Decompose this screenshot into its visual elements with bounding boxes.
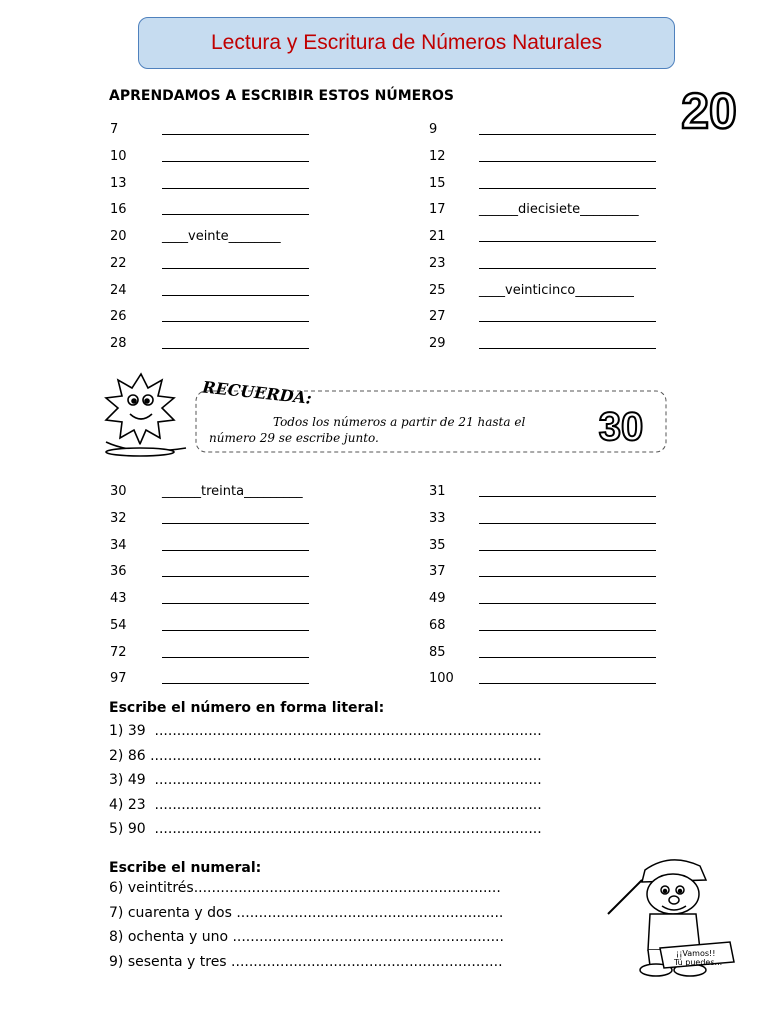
- answer-blank-line[interactable]: [479, 523, 656, 524]
- number-label: 97: [110, 671, 127, 687]
- sun-character-icon: [106, 374, 186, 456]
- page-title: Lectura y Escritura de Números Naturales: [211, 31, 602, 54]
- answer-blank-line[interactable]: [479, 241, 656, 242]
- number-row: [110, 336, 319, 352]
- answer-blank-line[interactable]: [479, 161, 656, 162]
- number-label: 85: [429, 644, 446, 660]
- number-label: 21: [429, 229, 446, 244]
- number-row: [429, 511, 666, 527]
- mascot-line1: ¡¡Vamos!!: [676, 949, 716, 958]
- number-label: 16: [110, 202, 127, 218]
- number-row: [110, 645, 319, 661]
- number-label: 49: [429, 591, 446, 606]
- answer-blank-line[interactable]: [162, 161, 309, 162]
- number-row: [429, 645, 666, 661]
- number-label: 23: [429, 255, 446, 271]
- answer-blank-line[interactable]: [479, 134, 656, 135]
- number-label: 33: [429, 510, 446, 526]
- number-label: 24: [110, 282, 127, 298]
- number-row: [429, 591, 666, 607]
- answer-blank-line[interactable]: [479, 496, 656, 497]
- answer-blank-line[interactable]: [479, 348, 656, 349]
- answer-blank-line[interactable]: [162, 295, 309, 296]
- number-label: 36: [110, 564, 127, 580]
- answer-blank-line[interactable]: [479, 268, 656, 269]
- number-row: [429, 564, 666, 580]
- literal-exercise-item[interactable]: 5) 90 .......................................................................................: [109, 821, 542, 837]
- number-label: 32: [110, 510, 127, 526]
- number-label: 20: [110, 229, 127, 244]
- number-label: 15: [429, 175, 446, 191]
- number-label: 30: [110, 484, 127, 499]
- numeral-exercise-item[interactable]: 8) ochenta y uno .............................................................: [109, 929, 504, 945]
- numeral-heading: Escribe el numeral:: [109, 860, 262, 876]
- number-row: [110, 256, 319, 272]
- number-label: 12: [429, 148, 446, 164]
- title-banner: [138, 17, 675, 69]
- number-row: [429, 256, 666, 272]
- number-row: [429, 309, 666, 325]
- answer-blank-line[interactable]: [479, 683, 656, 684]
- number-label: 9: [429, 122, 438, 137]
- number-label: 68: [429, 617, 446, 633]
- literal-exercise-item[interactable]: 1) 39 .......................................................................................: [109, 723, 542, 739]
- recuerda-label: RECUERDA:: [201, 377, 313, 408]
- number-row: [429, 538, 666, 554]
- recuerda-graphic: [96, 370, 672, 458]
- answer-blank-line[interactable]: [162, 321, 309, 322]
- recuerda-text-line1: Todos los números a partir de 21 hasta el: [273, 415, 526, 429]
- answer-blank-line[interactable]: [479, 657, 656, 658]
- number-label: 13: [110, 175, 127, 191]
- number-row: [110, 309, 319, 325]
- answer-text: ____veinticinco_________: [479, 282, 634, 298]
- answer-blank-line[interactable]: [479, 321, 656, 322]
- numeral-exercise-item[interactable]: 7) cuarenta y dos ............................................................: [109, 904, 504, 921]
- answer-blank-line[interactable]: [479, 576, 656, 577]
- answer-blank-line[interactable]: [162, 348, 309, 349]
- literal-exercise-item[interactable]: 3) 49 .......................................................................................: [109, 772, 542, 788]
- number-label: 27: [429, 309, 446, 325]
- answer-text: ______diecisiete_________: [479, 202, 639, 218]
- number-row: [110, 538, 319, 554]
- number-label: 22: [110, 255, 127, 271]
- number-row: [110, 122, 319, 138]
- answer-blank-line[interactable]: [162, 268, 309, 269]
- section-heading: APRENDAMOS A ESCRIBIR ESTOS NÚMEROS: [109, 88, 454, 104]
- answer-text: ______treinta_________: [162, 484, 303, 499]
- number-row: [429, 122, 666, 138]
- answer-blank-line[interactable]: [162, 550, 309, 551]
- number-row: [110, 202, 319, 218]
- answer-blank-line[interactable]: [162, 188, 309, 189]
- recuerda-note: [96, 370, 672, 458]
- number-row: [110, 511, 319, 527]
- number-label: 37: [429, 564, 446, 580]
- number-label: 34: [110, 537, 127, 553]
- numeral-exercise-item[interactable]: 6) veintitrés.....................................................................: [109, 880, 501, 896]
- number-label: 7: [110, 122, 119, 137]
- number-row: [429, 176, 666, 192]
- number-row: [110, 564, 319, 580]
- number-label: 72: [110, 644, 127, 660]
- number-row: [110, 283, 319, 299]
- number-row: [110, 671, 319, 687]
- number-label: 35: [429, 537, 446, 553]
- number-row: [429, 229, 666, 245]
- number-label: 31: [429, 484, 446, 499]
- number-row: [110, 591, 319, 607]
- number-label: 17: [429, 202, 446, 218]
- number-label: 29: [429, 336, 446, 351]
- answer-text: ____veinte________: [162, 229, 281, 244]
- badge-20-text: 20: [681, 84, 737, 136]
- number-twenty-badge: [663, 84, 755, 136]
- numeral-exercise-item[interactable]: 9) sesenta y tres .............................................................: [109, 953, 503, 970]
- number-label: 43: [110, 591, 127, 606]
- answer-blank-line[interactable]: [162, 576, 309, 577]
- number-label: 54: [110, 617, 127, 633]
- mascot-line2: Tú puedes...: [674, 958, 723, 967]
- number-label: 28: [110, 336, 127, 351]
- answer-blank-line[interactable]: [162, 657, 309, 658]
- answer-blank-line[interactable]: [479, 603, 656, 604]
- number-row: [429, 202, 666, 218]
- answer-blank-line[interactable]: [162, 134, 309, 135]
- number-label: 10: [110, 148, 127, 164]
- number-row: [110, 149, 319, 165]
- number-label: 26: [110, 309, 127, 325]
- number-row: [110, 176, 319, 192]
- literal-heading: Escribe el número en forma literal:: [109, 700, 385, 716]
- number-row: [429, 149, 666, 165]
- answer-blank-line[interactable]: [479, 188, 656, 189]
- number-row: [429, 283, 666, 299]
- answer-blank-line[interactable]: [162, 683, 309, 684]
- answer-blank-line[interactable]: [479, 550, 656, 551]
- number-label: 25: [429, 282, 446, 298]
- literal-exercise-item[interactable]: 4) 23 .......................................................................................: [109, 796, 542, 813]
- number-row: [429, 484, 666, 500]
- number-row: [110, 229, 319, 245]
- literal-exercise-item[interactable]: 2) 86 ........................................................................................: [109, 747, 542, 764]
- answer-blank-line[interactable]: [162, 630, 309, 631]
- recuerda-text-line2: número 29 se escribe junto.: [209, 431, 379, 445]
- number-row: [110, 484, 319, 500]
- answer-blank-line[interactable]: [162, 214, 309, 215]
- number-label: 100: [429, 671, 454, 687]
- answer-blank-line[interactable]: [479, 630, 656, 631]
- number-row: [110, 618, 319, 634]
- number-row: [429, 618, 666, 634]
- number-row: [429, 671, 666, 687]
- mascot-boy-icon: [590, 850, 740, 980]
- answer-blank-line[interactable]: [162, 603, 309, 604]
- number-row: [429, 336, 666, 352]
- recuerda-badge-30: 30: [598, 405, 644, 449]
- answer-blank-line[interactable]: [162, 523, 309, 524]
